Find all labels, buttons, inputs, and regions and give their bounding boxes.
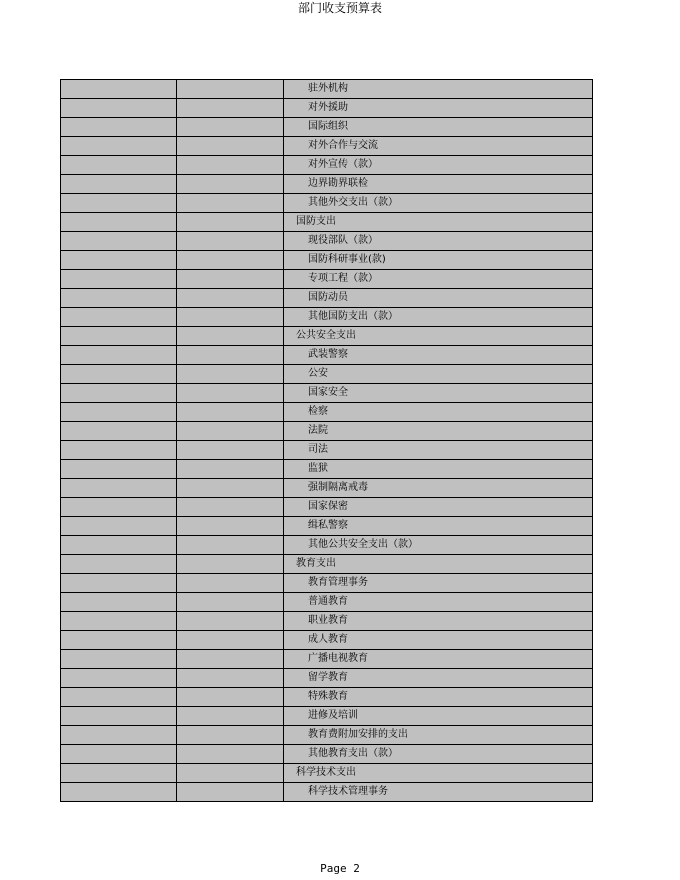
empty-cell	[61, 289, 177, 308]
empty-cell	[177, 289, 284, 308]
table-row	[61, 764, 593, 783]
empty-cell	[61, 327, 177, 346]
empty-cell	[177, 688, 284, 707]
table-row	[61, 669, 593, 688]
empty-cell	[177, 745, 284, 764]
empty-cell	[61, 574, 177, 593]
empty-cell	[177, 137, 284, 156]
row-label: 司法	[284, 441, 593, 460]
empty-cell	[177, 536, 284, 555]
empty-cell	[177, 194, 284, 213]
row-label: 国际组织	[284, 118, 593, 137]
row-label: 其他教育支出（款）	[284, 745, 593, 764]
table-row	[61, 308, 593, 327]
empty-cell	[177, 346, 284, 365]
empty-cell	[61, 384, 177, 403]
row-label: 教育费附加安排的支出	[284, 726, 593, 745]
table-row	[61, 745, 593, 764]
empty-cell	[61, 479, 177, 498]
table-row	[61, 688, 593, 707]
row-label: 国家保密	[284, 498, 593, 517]
empty-cell	[61, 783, 177, 802]
row-label: 教育管理事务	[284, 574, 593, 593]
row-label: 强制隔离戒毒	[284, 479, 593, 498]
row-label: 现役部队（款）	[284, 232, 593, 251]
empty-cell	[177, 669, 284, 688]
row-label: 公安	[284, 365, 593, 384]
row-label: 留学教育	[284, 669, 593, 688]
empty-cell	[177, 384, 284, 403]
empty-cell	[177, 555, 284, 574]
table-row	[61, 99, 593, 118]
row-label: 成人教育	[284, 631, 593, 650]
table-row	[61, 346, 593, 365]
table-row	[61, 232, 593, 251]
empty-cell	[177, 232, 284, 251]
table-row	[61, 118, 593, 137]
empty-cell	[61, 555, 177, 574]
empty-cell	[61, 669, 177, 688]
empty-cell	[61, 650, 177, 669]
empty-cell	[177, 422, 284, 441]
table-row	[61, 574, 593, 593]
row-label: 国防动员	[284, 289, 593, 308]
row-label: 其他国防支出（款）	[284, 308, 593, 327]
empty-cell	[177, 156, 284, 175]
table-row	[61, 384, 593, 403]
empty-cell	[177, 99, 284, 118]
empty-cell	[61, 308, 177, 327]
empty-cell	[177, 574, 284, 593]
table-row	[61, 479, 593, 498]
row-label: 缉私警察	[284, 517, 593, 536]
table-row	[61, 422, 593, 441]
row-label: 其他外交支出（款）	[284, 194, 593, 213]
empty-cell	[61, 80, 177, 99]
row-label: 广播电视教育	[284, 650, 593, 669]
table-row	[61, 270, 593, 289]
empty-cell	[61, 403, 177, 422]
table-row	[61, 289, 593, 308]
empty-cell	[177, 365, 284, 384]
empty-cell	[177, 270, 284, 289]
row-label: 国家安全	[284, 384, 593, 403]
empty-cell	[61, 688, 177, 707]
table-row	[61, 783, 593, 802]
row-label: 对外合作与交流	[284, 137, 593, 156]
table-row	[61, 498, 593, 517]
row-label: 边界勘界联检	[284, 175, 593, 194]
empty-cell	[61, 631, 177, 650]
row-label: 进修及培训	[284, 707, 593, 726]
row-label: 对外宣传（款）	[284, 156, 593, 175]
table-row	[61, 726, 593, 745]
table-row	[61, 80, 593, 99]
empty-cell	[177, 498, 284, 517]
empty-cell	[61, 536, 177, 555]
empty-cell	[61, 498, 177, 517]
empty-cell	[177, 726, 284, 745]
empty-cell	[177, 175, 284, 194]
empty-cell	[177, 593, 284, 612]
row-label: 专项工程（款）	[284, 270, 593, 289]
empty-cell	[177, 403, 284, 422]
empty-cell	[177, 460, 284, 479]
empty-cell	[61, 194, 177, 213]
row-label: 武装警察	[284, 346, 593, 365]
table-row	[61, 194, 593, 213]
table-row	[61, 403, 593, 422]
empty-cell	[177, 517, 284, 536]
empty-cell	[61, 612, 177, 631]
row-label: 检察	[284, 403, 593, 422]
table-row	[61, 536, 593, 555]
table-row	[61, 707, 593, 726]
row-label: 监狱	[284, 460, 593, 479]
empty-cell	[61, 232, 177, 251]
empty-cell	[61, 764, 177, 783]
empty-cell	[61, 175, 177, 194]
table-row	[61, 175, 593, 194]
row-label: 驻外机构	[284, 80, 593, 99]
row-label: 公共安全支出	[284, 327, 593, 346]
table-row	[61, 327, 593, 346]
page-title: 部门收支预算表	[297, 1, 382, 15]
table-row	[61, 460, 593, 479]
row-label: 普通教育	[284, 593, 593, 612]
empty-cell	[177, 80, 284, 99]
row-label: 国防科研事业(款)	[284, 251, 593, 270]
table-row	[61, 593, 593, 612]
empty-cell	[177, 764, 284, 783]
row-label: 科学技术支出	[284, 764, 593, 783]
row-label: 教育支出	[284, 555, 593, 574]
empty-cell	[61, 99, 177, 118]
row-label: 职业教育	[284, 612, 593, 631]
table-row	[61, 137, 593, 156]
row-label: 法院	[284, 422, 593, 441]
empty-cell	[177, 612, 284, 631]
row-label: 特殊教育	[284, 688, 593, 707]
empty-cell	[61, 707, 177, 726]
row-label: 其他公共安全支出（款）	[284, 536, 593, 555]
empty-cell	[61, 517, 177, 536]
empty-cell	[177, 327, 284, 346]
empty-cell	[61, 270, 177, 289]
empty-cell	[61, 137, 177, 156]
empty-cell	[177, 479, 284, 498]
empty-cell	[61, 441, 177, 460]
empty-cell	[61, 118, 177, 137]
empty-cell	[61, 346, 177, 365]
row-label: 对外援助	[284, 99, 593, 118]
empty-cell	[61, 422, 177, 441]
empty-cell	[61, 213, 177, 232]
empty-cell	[177, 308, 284, 327]
empty-cell	[61, 726, 177, 745]
empty-cell	[61, 156, 177, 175]
row-label: 科学技术管理事务	[284, 783, 593, 802]
empty-cell	[61, 593, 177, 612]
empty-cell	[177, 631, 284, 650]
empty-cell	[177, 118, 284, 137]
empty-cell	[61, 745, 177, 764]
budget-table	[60, 79, 593, 802]
table-row	[61, 251, 593, 270]
budget-table-body	[61, 80, 593, 802]
table-row	[61, 441, 593, 460]
empty-cell	[61, 251, 177, 270]
table-row	[61, 156, 593, 175]
empty-cell	[177, 441, 284, 460]
table-row	[61, 650, 593, 669]
table-row	[61, 365, 593, 384]
table-row	[61, 517, 593, 536]
table-row	[61, 631, 593, 650]
table-row	[61, 612, 593, 631]
empty-cell	[177, 707, 284, 726]
page-number: Page 2	[320, 862, 360, 875]
empty-cell	[177, 213, 284, 232]
row-label: 国防支出	[284, 213, 593, 232]
empty-cell	[177, 251, 284, 270]
empty-cell	[61, 365, 177, 384]
empty-cell	[177, 650, 284, 669]
table-row	[61, 555, 593, 574]
table-row	[61, 213, 593, 232]
empty-cell	[61, 460, 177, 479]
empty-cell	[177, 783, 284, 802]
